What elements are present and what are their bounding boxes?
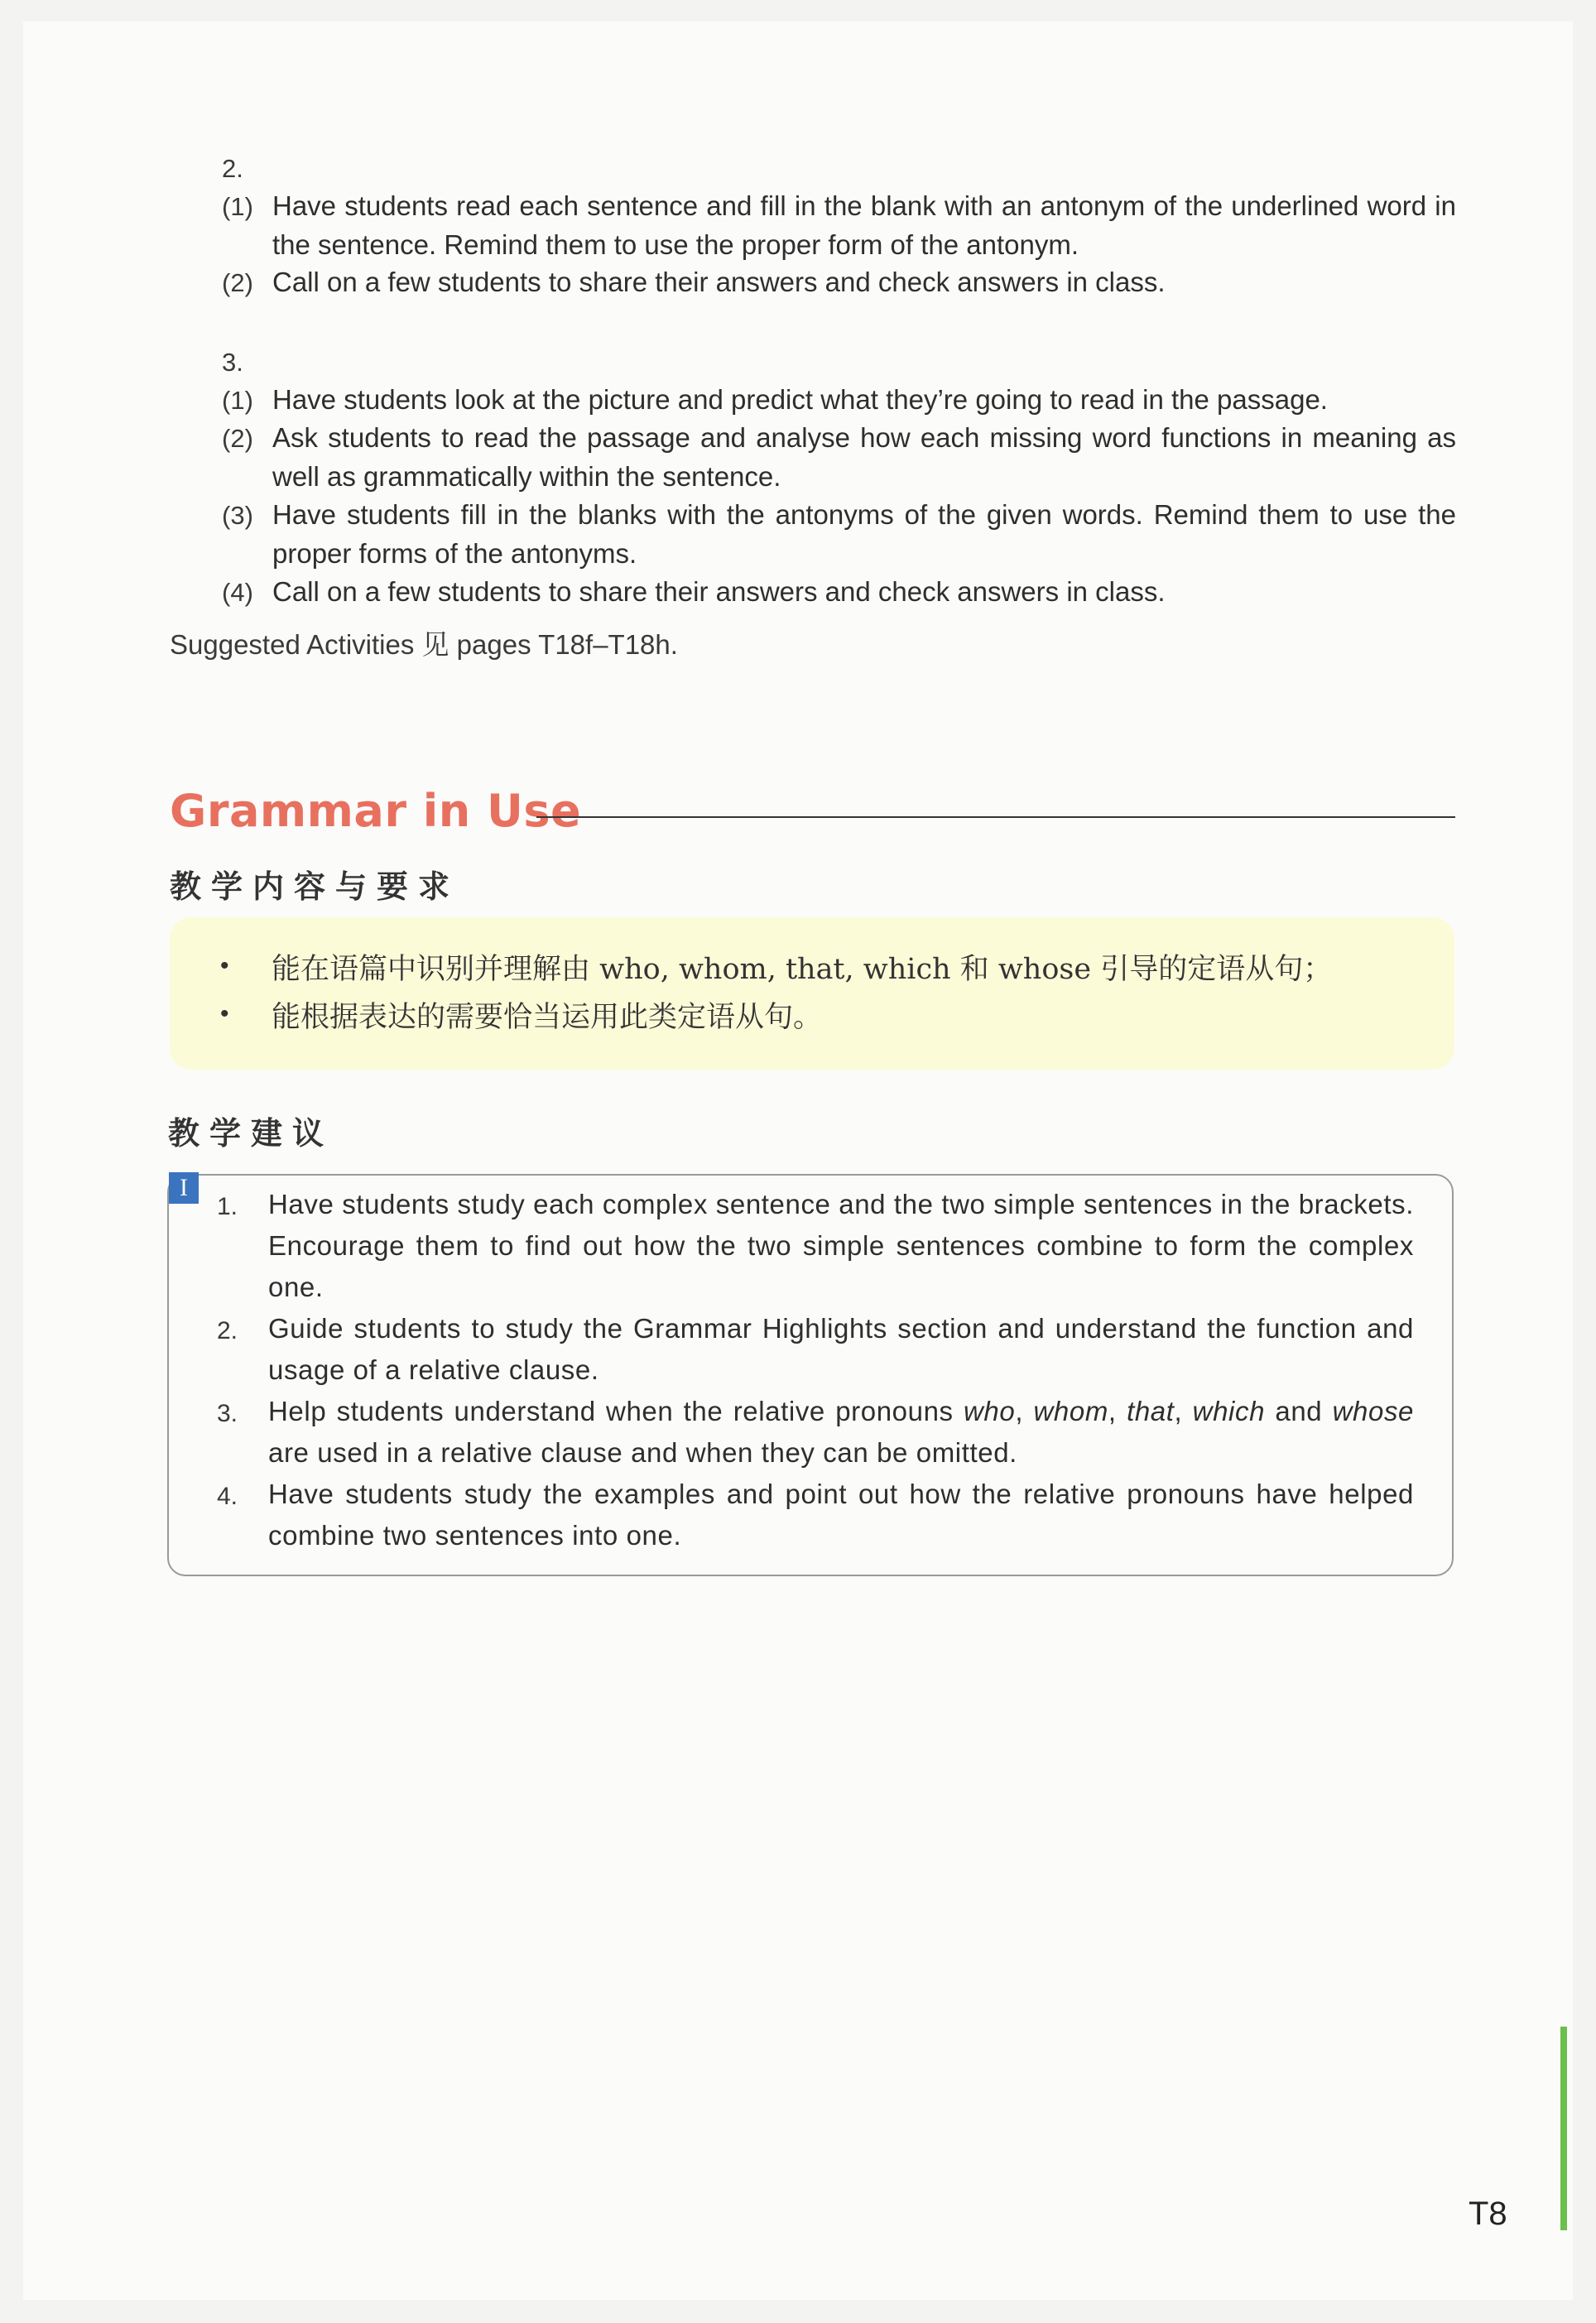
pronoun-which: which — [1192, 1396, 1266, 1426]
suggested-activities: Suggested Activities 见 pages T18f–T18h. — [170, 629, 678, 660]
requirement-item: 能在语篇中识别并理解由 who, whom, that, which 和 whose 引导的定语从句； — [272, 953, 1333, 986]
pronoun-whose: whose — [1332, 1396, 1414, 1426]
item-number: (4) — [222, 578, 253, 607]
tip-text — [268, 1391, 1414, 1474]
page-number: T8 — [1469, 2196, 1507, 2232]
instruction-text: Call on a few students to share their answers and check answers in class. — [272, 576, 1166, 607]
instruction-text: Ask students to read the passage and analyse how each missing word functions in meaning as well as grammatically within the sentence. — [272, 422, 1456, 492]
block-number: 2. — [222, 154, 243, 183]
instruction-text: Have students read each sentence and fill in the blank with an antonym of the underlined word in the sentence. Remind them to use the proper form of the antonym. — [272, 190, 1456, 260]
instruction-text: Call on a few students to share their answers and check answers in class. — [272, 267, 1166, 297]
tip-number: 2. — [217, 1317, 238, 1344]
tip-text: Have students study each complex sentence and the two simple sentences in the brackets. Encourage them to find out how the two simple sentences combine to form the complex one. — [268, 1189, 1414, 1302]
section-title: Grammar in Use — [170, 785, 582, 837]
accent-bar — [1560, 2027, 1567, 2230]
requirement-item: 能根据表达的需要恰当运用此类定语从句。 — [272, 1001, 823, 1034]
requirements-box — [170, 917, 1454, 1070]
section-tag: I — [169, 1172, 199, 1204]
block-number: 3. — [222, 348, 243, 377]
instruction-text: Have students fill in the blanks with the antonyms of the given words. Remind them to use the proper forms of the antonyms. — [272, 499, 1456, 569]
item-number: (3) — [222, 501, 253, 530]
separator: , — [1108, 1396, 1127, 1426]
tip-number: 4. — [217, 1483, 238, 1510]
tip-number: 1. — [217, 1193, 238, 1220]
pronoun-that: that — [1127, 1396, 1175, 1426]
instruction-text: Have students look at the picture and predict what they’re going to read in the passage. — [272, 384, 1328, 415]
tip-text-part: are used in a relative clause and when they can be omitted. — [268, 1437, 1017, 1468]
title-rule — [536, 816, 1455, 818]
suggestions-heading: 教学建议 — [168, 1115, 334, 1152]
separator: , — [1015, 1396, 1034, 1426]
tip-text: Guide students to study the Grammar Highlights section and understand the function and usage of a relative clause. — [268, 1313, 1414, 1385]
item-number: (1) — [222, 192, 253, 221]
separator: and — [1265, 1396, 1333, 1426]
requirements-heading: 教学内容与要求 — [170, 868, 460, 905]
bullet-icon: • — [220, 1000, 229, 1027]
bullet-icon: • — [220, 952, 229, 979]
separator: , — [1174, 1396, 1193, 1426]
page — [23, 22, 1573, 2300]
pronoun-who: who — [964, 1396, 1016, 1426]
item-number: (2) — [222, 268, 253, 297]
tip-text-part: Help students understand when the relative pronouns — [268, 1396, 964, 1426]
item-number: (1) — [222, 386, 253, 415]
pronoun-whom: whom — [1033, 1396, 1108, 1426]
item-number: (2) — [222, 424, 253, 453]
tip-text: Have students study the examples and point out how the relative pronouns have helped combine two sentences into one. — [268, 1479, 1414, 1551]
tip-number: 3. — [217, 1400, 238, 1427]
